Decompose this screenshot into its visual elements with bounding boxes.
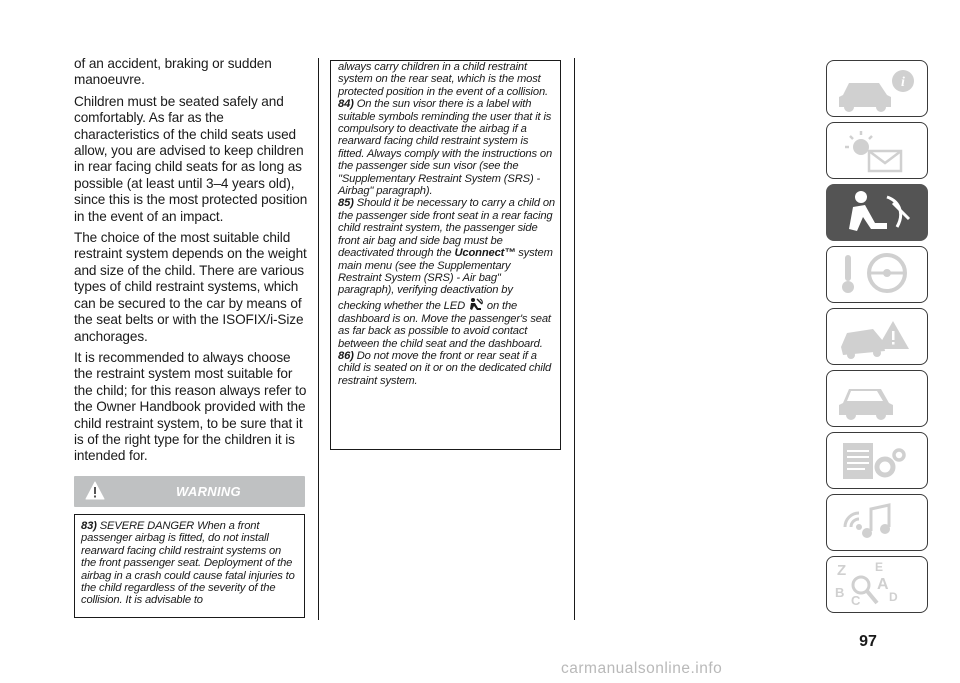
note-number-83: 83) — [81, 520, 97, 532]
note-text-85b: system main menu (see the Supplementary Restraint System (SRS) - Air bag" paragraph), verifying deactivation by checking whether the LED — [338, 247, 553, 312]
tab-index[interactable] — [826, 556, 928, 613]
warning-box-83 — [74, 514, 305, 618]
key-steering-wheel-icon — [831, 249, 925, 301]
car-accident-icon — [831, 311, 925, 363]
tab-warning-lights[interactable] — [826, 122, 928, 179]
warning-title: WARNING — [176, 484, 241, 499]
warning-header — [74, 476, 305, 507]
warning-note-86 — [338, 350, 555, 387]
note-text-83: SEVERE DANGER When a front passenger airbag is fitted, do not install rearward facing child restraint systems on the front passenger seat. Deployment of the airbag in a crash could cause fatal injuries to the child regardless of the severity of the collision. It is advisable to — [81, 520, 295, 607]
body-paragraph-3: The choice of the most suitable child restraint system depends on the weight and size of the child. There are various types of child restraint systems, which can be secured to the car by means of the seat belts or with the ISOFIX/i-Size anchorages. — [74, 230, 307, 344]
note-number-86: 86) — [338, 349, 354, 362]
body-paragraph-2: Children must be seated safely and comfortably. As far as the characteristics of the child seats used allow, you are advised to keep children in rear facing child seats for as long as possible (at least until 3–4 years old), since this is the most protected position in the event of an impact. — [74, 93, 308, 224]
tab-car-info[interactable] — [826, 60, 928, 117]
svg-text:D: D — [889, 590, 898, 604]
column-divider — [318, 58, 319, 620]
alphabetical-index-icon — [831, 559, 925, 611]
note-number-84: 84) — [338, 98, 354, 111]
svg-text:C: C — [851, 593, 861, 608]
svg-text:E: E — [875, 560, 884, 574]
tab-emergency[interactable] — [826, 308, 928, 365]
warning-triangle-icon — [84, 480, 106, 502]
svg-text:i: i — [901, 75, 905, 90]
warning-note-85 — [338, 197, 555, 349]
column-divider-right — [574, 58, 575, 620]
warning-note-84 — [338, 98, 555, 197]
tab-maintenance[interactable] — [826, 370, 928, 427]
tab-starting-driving[interactable] — [826, 246, 928, 303]
note-text-85a: Should it be necessary to carry a child on the passenger side front seat in a rear facing child restraint system, the passenger side front air bag and side bag must be deactivated through the — [338, 197, 555, 260]
svg-text:A: A — [877, 576, 889, 593]
warning-light-message-icon — [831, 125, 925, 177]
tab-multimedia[interactable] — [826, 494, 928, 551]
svg-text:B: B — [835, 585, 845, 600]
car-maintenance-icon — [831, 373, 925, 425]
body-text-column — [74, 56, 310, 470]
note-text-85c: on the dashboard is on. Move the passenger's seat as far back as possible to avoid contact between the child seat and the dashboard. — [338, 299, 551, 350]
warning-box-continued — [330, 60, 561, 450]
warning-note-83 — [81, 520, 298, 607]
tab-safety[interactable] — [826, 184, 928, 241]
airbag-off-led-icon — [468, 297, 484, 313]
multimedia-icon — [831, 497, 925, 549]
note-number-85: 85) — [338, 197, 354, 210]
seatbelt-safety-icon — [831, 187, 925, 239]
technical-data-icon — [831, 435, 925, 487]
warning-continuation: always carry children in a child restraint system on the rear seat, which is the most protected position in the event of a collision. — [338, 61, 548, 98]
tab-technical-data[interactable] — [826, 432, 928, 489]
uconnect-brand: Uconnect™ — [454, 247, 516, 260]
svg-text:Z: Z — [837, 562, 847, 579]
page-number: 97 — [859, 633, 877, 650]
body-paragraph-4: It is recommended to always choose the restraint system most suitable for the child; for this reason always refer to the Owner Handbook provided with the child restraint system, to be sure that it is of the right type for the children it is intended for. — [74, 349, 307, 464]
note-text-84: On the sun visor there is a label with suitable symbols reminding the user that it is compulsory to deactivate the airbag if a rearward facing child restraint system is fitted. Always comply with the instructions on the passenger side sun visor (see the "Supplementary Restraint System (SRS) - Airbag" paragraph). — [338, 98, 553, 198]
body-paragraph-1: of an accident, braking or sudden manoeuvre. — [74, 56, 272, 88]
note-text-86: Do not move the front or rear seat if a child is seated on it or on the dedicated child restraint system. — [338, 349, 552, 387]
watermark-text: carmanualsonline.info — [561, 660, 723, 677]
car-info-icon — [831, 63, 925, 115]
